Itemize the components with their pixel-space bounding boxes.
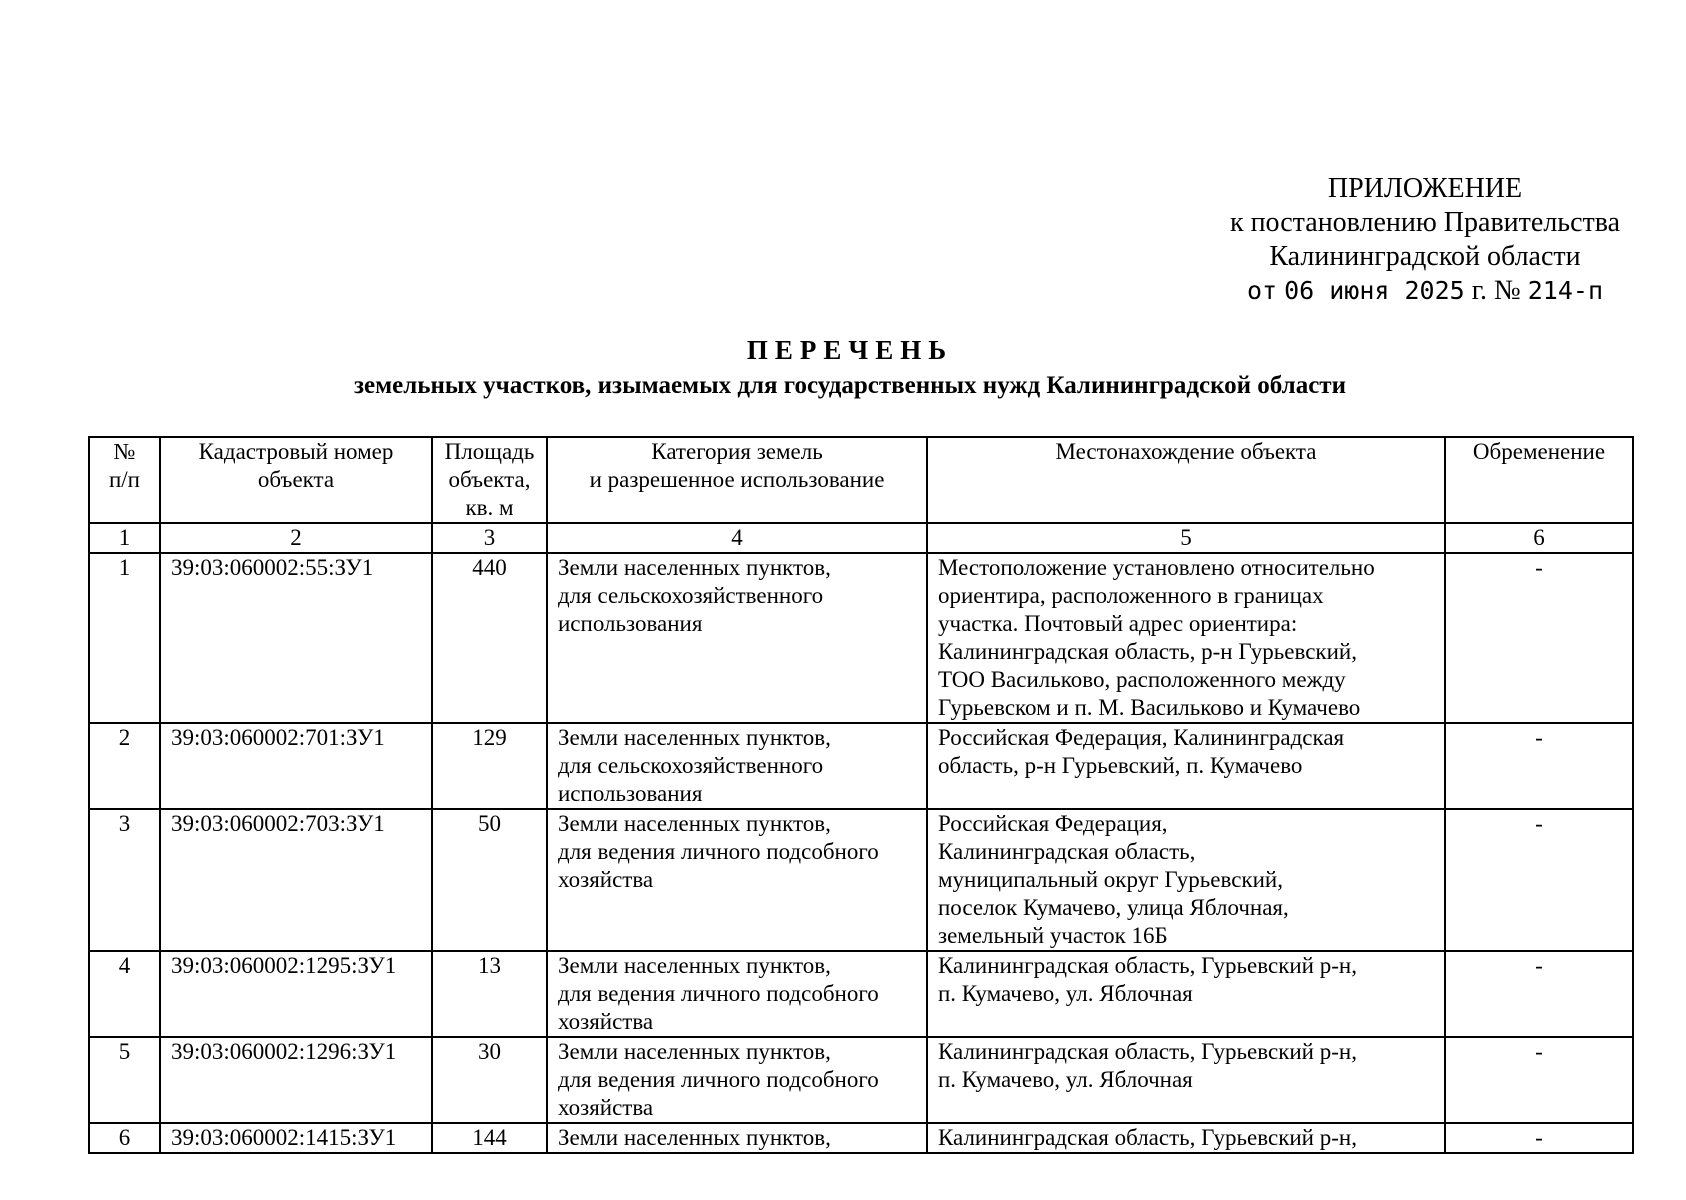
appendix-reference: к постановлению Правительства <box>1229 207 1621 238</box>
plot-location: Российская Федерация, Калининградская область, р-н Гурьевский, п. Кумачево <box>927 723 1445 809</box>
plot-area: 50 <box>432 809 547 951</box>
column-number-row <box>89 523 1633 553</box>
appendix-title: ПРИЛОЖЕНИЕ <box>1327 173 1523 204</box>
header-location: Местонахождение объекта <box>927 437 1445 523</box>
plot-area: 30 <box>432 1037 547 1123</box>
column-number: 6 <box>1445 523 1633 553</box>
table-row <box>89 951 1633 1037</box>
encumbrance: - <box>1445 1123 1633 1153</box>
header-area: Площадь объекта, кв. м <box>432 437 547 523</box>
date-value: 06 июня 2025 <box>1284 276 1465 305</box>
land-category: Земли населенных пунктов, для сельскохозяйственного использования <box>547 553 927 723</box>
row-number: 6 <box>89 1123 160 1153</box>
land-plots-table <box>88 436 1634 1154</box>
header-encumbrance: Обременение <box>1445 437 1633 523</box>
encumbrance: - <box>1445 1037 1633 1123</box>
plot-location: Калининградская область, Гурьевский р-н, п. Кумачево, ул. Яблочная <box>927 1037 1445 1123</box>
plot-location: Российская Федерация, Калининградская область, муниципальный округ Гурьевский, поселок Кумачево, улица Яблочная, земельный участок 16Б <box>927 809 1445 951</box>
document-subtitle: земельных участков, изымаемых для государственных нужд Калининградской области <box>354 372 1346 399</box>
date-suffix: г. № <box>1471 275 1521 306</box>
plot-area: 440 <box>432 553 547 723</box>
table-row <box>89 553 1633 723</box>
row-number: 3 <box>89 809 160 951</box>
plot-area: 144 <box>432 1123 547 1153</box>
row-number: 2 <box>89 723 160 809</box>
document-title: ПЕРЕЧЕНЬ <box>746 335 954 365</box>
land-category: Земли населенных пунктов, для ведения личного подсобного хозяйства <box>547 951 927 1037</box>
encumbrance: - <box>1445 723 1633 809</box>
appendix-date-number <box>1205 274 1645 308</box>
land-category: Земли населенных пунктов, <box>547 1123 927 1153</box>
table-row <box>89 1037 1633 1123</box>
header-cadastral: Кадастровый номер объекта <box>160 437 432 523</box>
plot-location: Калининградская область, Гурьевский р-н, п. Кумачево, ул. Яблочная <box>927 951 1445 1037</box>
table-row <box>89 1123 1633 1153</box>
encumbrance: - <box>1445 809 1633 951</box>
land-category: Земли населенных пунктов, для ведения личного подсобного хозяйства <box>547 809 927 951</box>
row-number: 1 <box>89 553 160 723</box>
column-number: 2 <box>160 523 432 553</box>
encumbrance: - <box>1445 553 1633 723</box>
cadastral-number: 39:03:060002:1296:ЗУ1 <box>160 1037 432 1123</box>
row-number: 5 <box>89 1037 160 1123</box>
land-category: Земли населенных пунктов, для сельскохозяйственного использования <box>547 723 927 809</box>
header-number: № п/п <box>89 437 160 523</box>
column-number: 1 <box>89 523 160 553</box>
plot-area: 129 <box>432 723 547 809</box>
column-number: 3 <box>432 523 547 553</box>
encumbrance: - <box>1445 951 1633 1037</box>
date-prefix: от <box>1246 276 1278 305</box>
table-header-row <box>89 437 1633 523</box>
plot-area: 13 <box>432 951 547 1037</box>
column-number: 4 <box>547 523 927 553</box>
plot-location: Калининградская область, Гурьевский р-н, <box>927 1123 1445 1153</box>
table-row <box>89 723 1633 809</box>
row-number: 4 <box>89 951 160 1037</box>
appendix-block <box>1205 172 1645 308</box>
land-category: Земли населенных пунктов, для ведения личного подсобного хозяйства <box>547 1037 927 1123</box>
column-number: 5 <box>927 523 1445 553</box>
cadastral-number: 39:03:060002:701:ЗУ1 <box>160 723 432 809</box>
table-row <box>89 809 1633 951</box>
cadastral-number: 39:03:060002:1295:ЗУ1 <box>160 951 432 1037</box>
cadastral-number: 39:03:060002:1415:ЗУ1 <box>160 1123 432 1153</box>
header-category: Категория земель и разрешенное использование <box>547 437 927 523</box>
cadastral-number: 39:03:060002:703:ЗУ1 <box>160 809 432 951</box>
decree-number: 214-п <box>1527 276 1604 305</box>
plot-location: Местоположение установлено относительно ориентира, расположенного в границах участка. Почтовый адрес ориентира: Калининградская область, р-н Гурьевский, ТОО Васильково, расположенного между Гурьевском и п. М. Васильково и Кумачево <box>927 553 1445 723</box>
cadastral-number: 39:03:060002:55:ЗУ1 <box>160 553 432 723</box>
appendix-region: Калининградской области <box>1269 241 1581 272</box>
